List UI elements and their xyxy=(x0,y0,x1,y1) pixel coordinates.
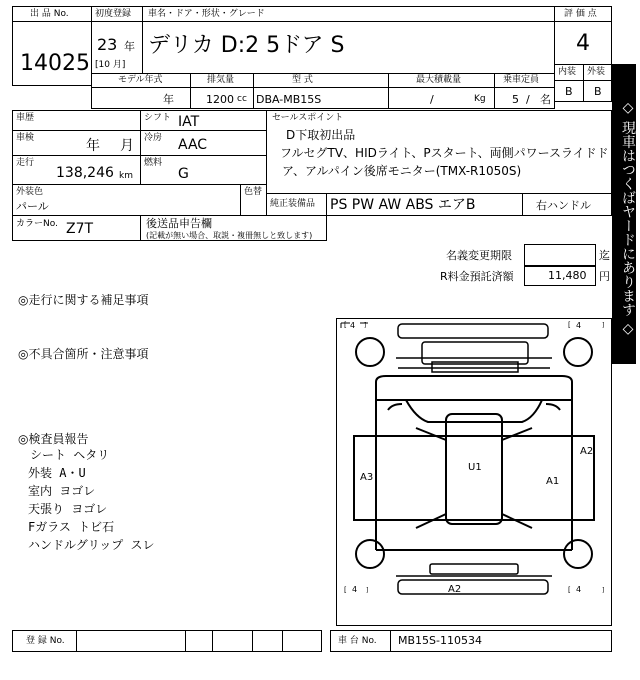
recycle-amount: 11,480 xyxy=(548,269,587,282)
sales-point-line-3: ア、アルパイン後席モニター(TMX-R1050S) xyxy=(282,164,522,178)
options-value: PS PW AW ABS エアB xyxy=(330,197,476,213)
front-view xyxy=(396,342,552,372)
fuel-label: 燃料 xyxy=(144,158,163,168)
model-year-label: モデル年式 xyxy=(118,75,163,85)
ext-color-value: パール xyxy=(16,200,49,213)
wheel-front-right xyxy=(564,338,592,366)
svg-text:[: [ xyxy=(568,321,571,329)
exterior-label: 外装 xyxy=(587,67,606,77)
score-label: 評 価 点 xyxy=(564,9,597,19)
interior-label: 内装 xyxy=(558,67,577,77)
tire-top-left-value: 4 xyxy=(350,321,356,330)
lot-number: 14025 xyxy=(20,51,90,76)
first-registration-label: 初度登録 xyxy=(95,9,132,19)
svg-text:]: ] xyxy=(366,587,369,594)
defects-heading: ◎不具合箇所・注意事項 xyxy=(18,347,149,361)
inspector-line: 室内 ヨゴレ xyxy=(28,484,96,498)
wheel-rear-right xyxy=(564,540,592,568)
inspector-line: 外装 A・U xyxy=(28,466,86,480)
inspector-line: シート ヘタリ xyxy=(30,448,110,462)
sales-points-label: セールスポイント xyxy=(272,113,344,123)
svg-text:]: ] xyxy=(602,322,605,329)
max-load-label: 最大積載量 xyxy=(416,75,462,85)
color-no-value: Z7T xyxy=(66,221,94,237)
svg-text:]: ] xyxy=(602,587,605,594)
year-unit: 年 xyxy=(124,40,135,53)
inspector-heading: ◎検査員報告 xyxy=(18,432,89,446)
chassis-no-label: 車 台 No. xyxy=(338,636,377,646)
name-change-field xyxy=(524,244,596,266)
shift-label: シフト xyxy=(144,113,172,123)
inspector-line: Fガラス トビ石 xyxy=(28,520,115,534)
history-label: 車歴 xyxy=(16,113,35,123)
svg-text:[: [ xyxy=(344,586,347,594)
lot-no-label: 出 品 No. xyxy=(30,9,69,19)
tire-bottom-left-value: 4 xyxy=(352,585,358,594)
inspector-line: ハンドルグリップ スレ xyxy=(28,538,155,552)
displacement-value: 1200 xyxy=(206,93,234,106)
ac-label: 冷房 xyxy=(144,133,163,143)
wheel-front-left xyxy=(356,338,384,366)
inspection-year: 年 xyxy=(86,138,100,154)
model-year-unit: 年 xyxy=(163,93,174,106)
tire-bottom-right-value: 4 xyxy=(576,585,582,594)
capacity-unit: 名 xyxy=(540,93,551,106)
max-load-unit: Kg xyxy=(474,94,486,104)
svg-text:[: [ xyxy=(344,321,347,329)
first-registration-year: 23 xyxy=(97,35,118,54)
chassis-no-value: MB15S-110534 xyxy=(398,634,482,647)
inspection-label: 車検 xyxy=(16,133,35,143)
car-damage-diagram xyxy=(336,318,612,626)
exterior-grade: B xyxy=(594,85,602,98)
recycle-label: R料金預託済額 xyxy=(440,270,514,283)
capacity-value: 5 xyxy=(512,93,519,106)
docs-note: (記載が無い場合、取説・複冊無しと致します) xyxy=(146,231,313,240)
yard-location-banner: ◇ 現車はつくばヤードにあります ◇ xyxy=(612,64,636,364)
name-change-label: 名義変更期限 xyxy=(446,249,512,262)
capacity-label: 乗車定員 xyxy=(503,75,540,85)
mileage-value: 138,246 xyxy=(56,165,114,181)
sales-point-line-1: D下取初出品 xyxy=(286,128,356,142)
fuel-value: G xyxy=(178,166,189,182)
sales-point-line-2: フルセグTV、HIDライト、Pスタート、両側パワースライドド xyxy=(280,146,609,160)
recycle-unit: 円 xyxy=(599,270,610,283)
damage-mark-a1: A1 xyxy=(546,476,560,487)
capacity-sep: / xyxy=(526,93,530,106)
options-label: 純正装備品 xyxy=(270,199,316,209)
rear-bumper xyxy=(398,580,548,594)
damage-mark-a2-right: A2 xyxy=(580,446,594,457)
inspector-line: 天張り ヨゴレ xyxy=(28,502,108,516)
inspection-month: 月 xyxy=(120,138,134,154)
first-registration-month: [10 月] xyxy=(95,60,126,70)
mileage-label: 走行 xyxy=(16,158,35,168)
shift-value: IAT xyxy=(178,114,200,130)
front-bumper xyxy=(398,324,548,338)
tire-top-right-value: 4 xyxy=(576,321,582,330)
name-change-unit: 迄 xyxy=(599,249,610,262)
color-no-label: カラーNo. xyxy=(16,219,58,229)
driving-notes-heading: ◎走行に関する補足事項 xyxy=(18,293,149,307)
damage-mark-a3: A3 xyxy=(360,472,374,483)
displacement-label: 排気量 xyxy=(207,75,235,85)
damage-mark-u1: U1 xyxy=(468,462,482,473)
car-name-label: 車名・ドア・形状・グレード xyxy=(148,9,265,19)
damage-mark-a2-bottom: A2 xyxy=(448,584,462,595)
steering-value: 右ハンドル xyxy=(536,199,591,212)
ac-value: AAC xyxy=(178,137,208,153)
car-name: デリカ D:2 5ドア S xyxy=(148,33,345,58)
mileage-unit: km xyxy=(119,171,133,181)
interior-grade: B xyxy=(565,85,573,98)
max-load-sep: / xyxy=(430,93,434,106)
registration-no-label: 登 録 No. xyxy=(26,636,65,646)
type-value: DBA-MB15S xyxy=(256,93,322,106)
displacement-unit: cc xyxy=(237,94,247,104)
ext-color-label: 外装色 xyxy=(16,187,44,197)
docs-label: 後送品申告欄 xyxy=(146,217,212,230)
svg-text:[: [ xyxy=(568,586,571,594)
svg-text:]: ] xyxy=(364,322,367,329)
type-label: 型 式 xyxy=(292,75,313,85)
score-value: 4 xyxy=(576,31,590,56)
color-change-label: 色替 xyxy=(244,187,263,197)
wheel-rear-left xyxy=(356,540,384,568)
rear-view xyxy=(396,564,552,576)
